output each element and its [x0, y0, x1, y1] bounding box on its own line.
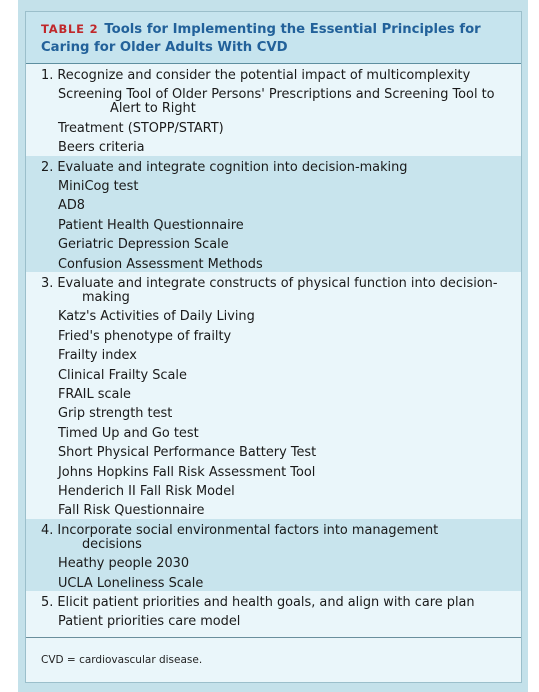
- table-title: [26, 12, 521, 64]
- title-text: Tools for Implementing the Essential Principles for: [104, 22, 481, 37]
- tool-item: Clinical Frailty Scale: [58, 367, 187, 383]
- title-line-2: Caring for Older Adults With CVD: [41, 40, 288, 55]
- tool-item: AD8: [58, 198, 85, 214]
- tool-item: UCLA Loneliness Scale: [58, 575, 204, 591]
- table-background: [18, 0, 528, 692]
- section-heading: making: [82, 290, 130, 305]
- tool-item: Patient priorities care model: [58, 614, 241, 630]
- title-line-1: [41, 22, 481, 37]
- tool-item: Timed Up and Go test: [58, 425, 199, 441]
- tool-item: Frailty index: [58, 348, 137, 364]
- section-heading: 1. Recognize and consider the potential impact of multicomplexity: [41, 68, 471, 83]
- section-heading: 3. Evaluate and integrate constructs of physical function into decision-: [41, 276, 498, 291]
- table-label: TABLE 2: [41, 22, 99, 36]
- tool-item: Beers criteria: [58, 140, 145, 156]
- tool-item: MiniCog test: [58, 179, 139, 194]
- tool-item: Grip strength test: [58, 406, 173, 422]
- tool-item: Short Physical Performance Battery Test: [58, 445, 317, 461]
- tool-item: Alert to Right: [110, 101, 196, 117]
- table-2: [25, 11, 522, 683]
- section-heading: 5. Elicit patient priorities and health goals, and align with care plan: [41, 595, 475, 610]
- tool-item: Treatment (STOPP/START): [58, 120, 224, 136]
- tool-item: Katz's Activities of Daily Living: [58, 309, 255, 325]
- section-heading: decisions: [82, 536, 142, 552]
- tool-item: Johns Hopkins Fall Risk Assessment Tool: [58, 464, 316, 480]
- tool-item: Confusion Assessment Methods: [58, 256, 263, 272]
- tool-item: Fried's phenotype of frailty: [58, 328, 232, 344]
- footer-divider: [26, 637, 521, 638]
- tool-item: Heathy people 2030: [58, 556, 190, 572]
- tool-item: FRAIL scale: [58, 387, 131, 402]
- tool-item: Geriatric Depression Scale: [58, 237, 229, 253]
- tool-item: Henderich II Fall Risk Model: [58, 484, 235, 499]
- section-heading: 4. Incorporate social environmental factors into management: [41, 522, 439, 538]
- footnote: CVD = cardiovascular disease.: [41, 654, 203, 666]
- tool-item: Fall Risk Questionnaire: [58, 503, 205, 519]
- section-heading: 2. Evaluate and integrate cognition into decision-making: [41, 159, 408, 175]
- tool-item: Patient Health Questionnaire: [58, 217, 244, 233]
- tool-item: Screening Tool of Older Persons' Prescriptions and Screening Tool to: [58, 87, 495, 103]
